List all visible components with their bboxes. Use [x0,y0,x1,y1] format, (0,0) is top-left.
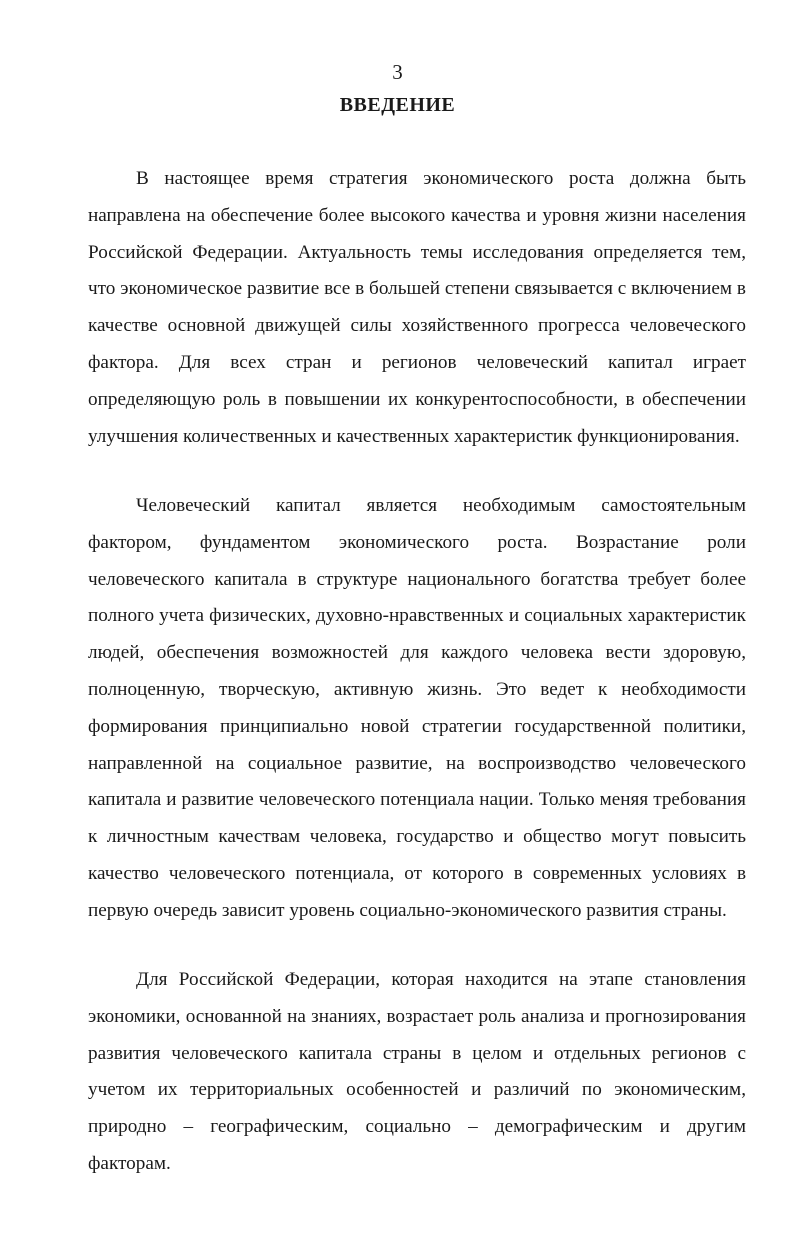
page-number: 3 [392,60,403,84]
paragraph-2: Человеческий капитал является необходимым самостоятельным фактором, фундаментом экономического роста. Возрастание роли человеческого капитала в структуре национального богатства требует более полного учета физических, духовно-нравственных и социальных характеристик людей, обеспечения возможностей для каждого человека вести здоровую, полноценную, творческую, активную жизнь. Это ведет к необходимости формирования принципиально новой стратегии государственной политики, направленной на социальное развитие, на воспроизводство человеческого капитала и развитие человеческого потенциала нации. Только меняя требования к личностным качествам человека, государство и общество могут повысить качество человеческого потенциала, от которого в современных условиях в первую очередь зависит уровень социально-экономического развития страны. [88,495,746,921]
paragraph-1: В настоящее время стратегия экономического роста должна быть направлена на обеспечение более высокого качества и уровня жизни населения Российской Федерации. Актуальность темы исследования определяется тем, что экономическое развитие все в большей степени связывается с включением в качестве основной движущей силы хозяйственного прогресса человеческого фактора. Для всех стран и регионов человеческий капитал играет определяющую роль в повышении их конкурентоспособности, в обеспечении улучшения количественных и качественных характеристик функционирования. [88,168,746,447]
paragraph-3: Для Российской Федерации, которая находится на этапе становления экономики, основанной на знаниях, возрастает роль анализа и прогнозирования развития человеческого капитала страны в целом и отдельных регионов с учетом их территориальных особенностей и различий по экономическим, природно – географическим, социально – демографическим и другим факторам. [88,969,746,1174]
page-title: ВВЕДЕНИЕ [339,94,456,116]
